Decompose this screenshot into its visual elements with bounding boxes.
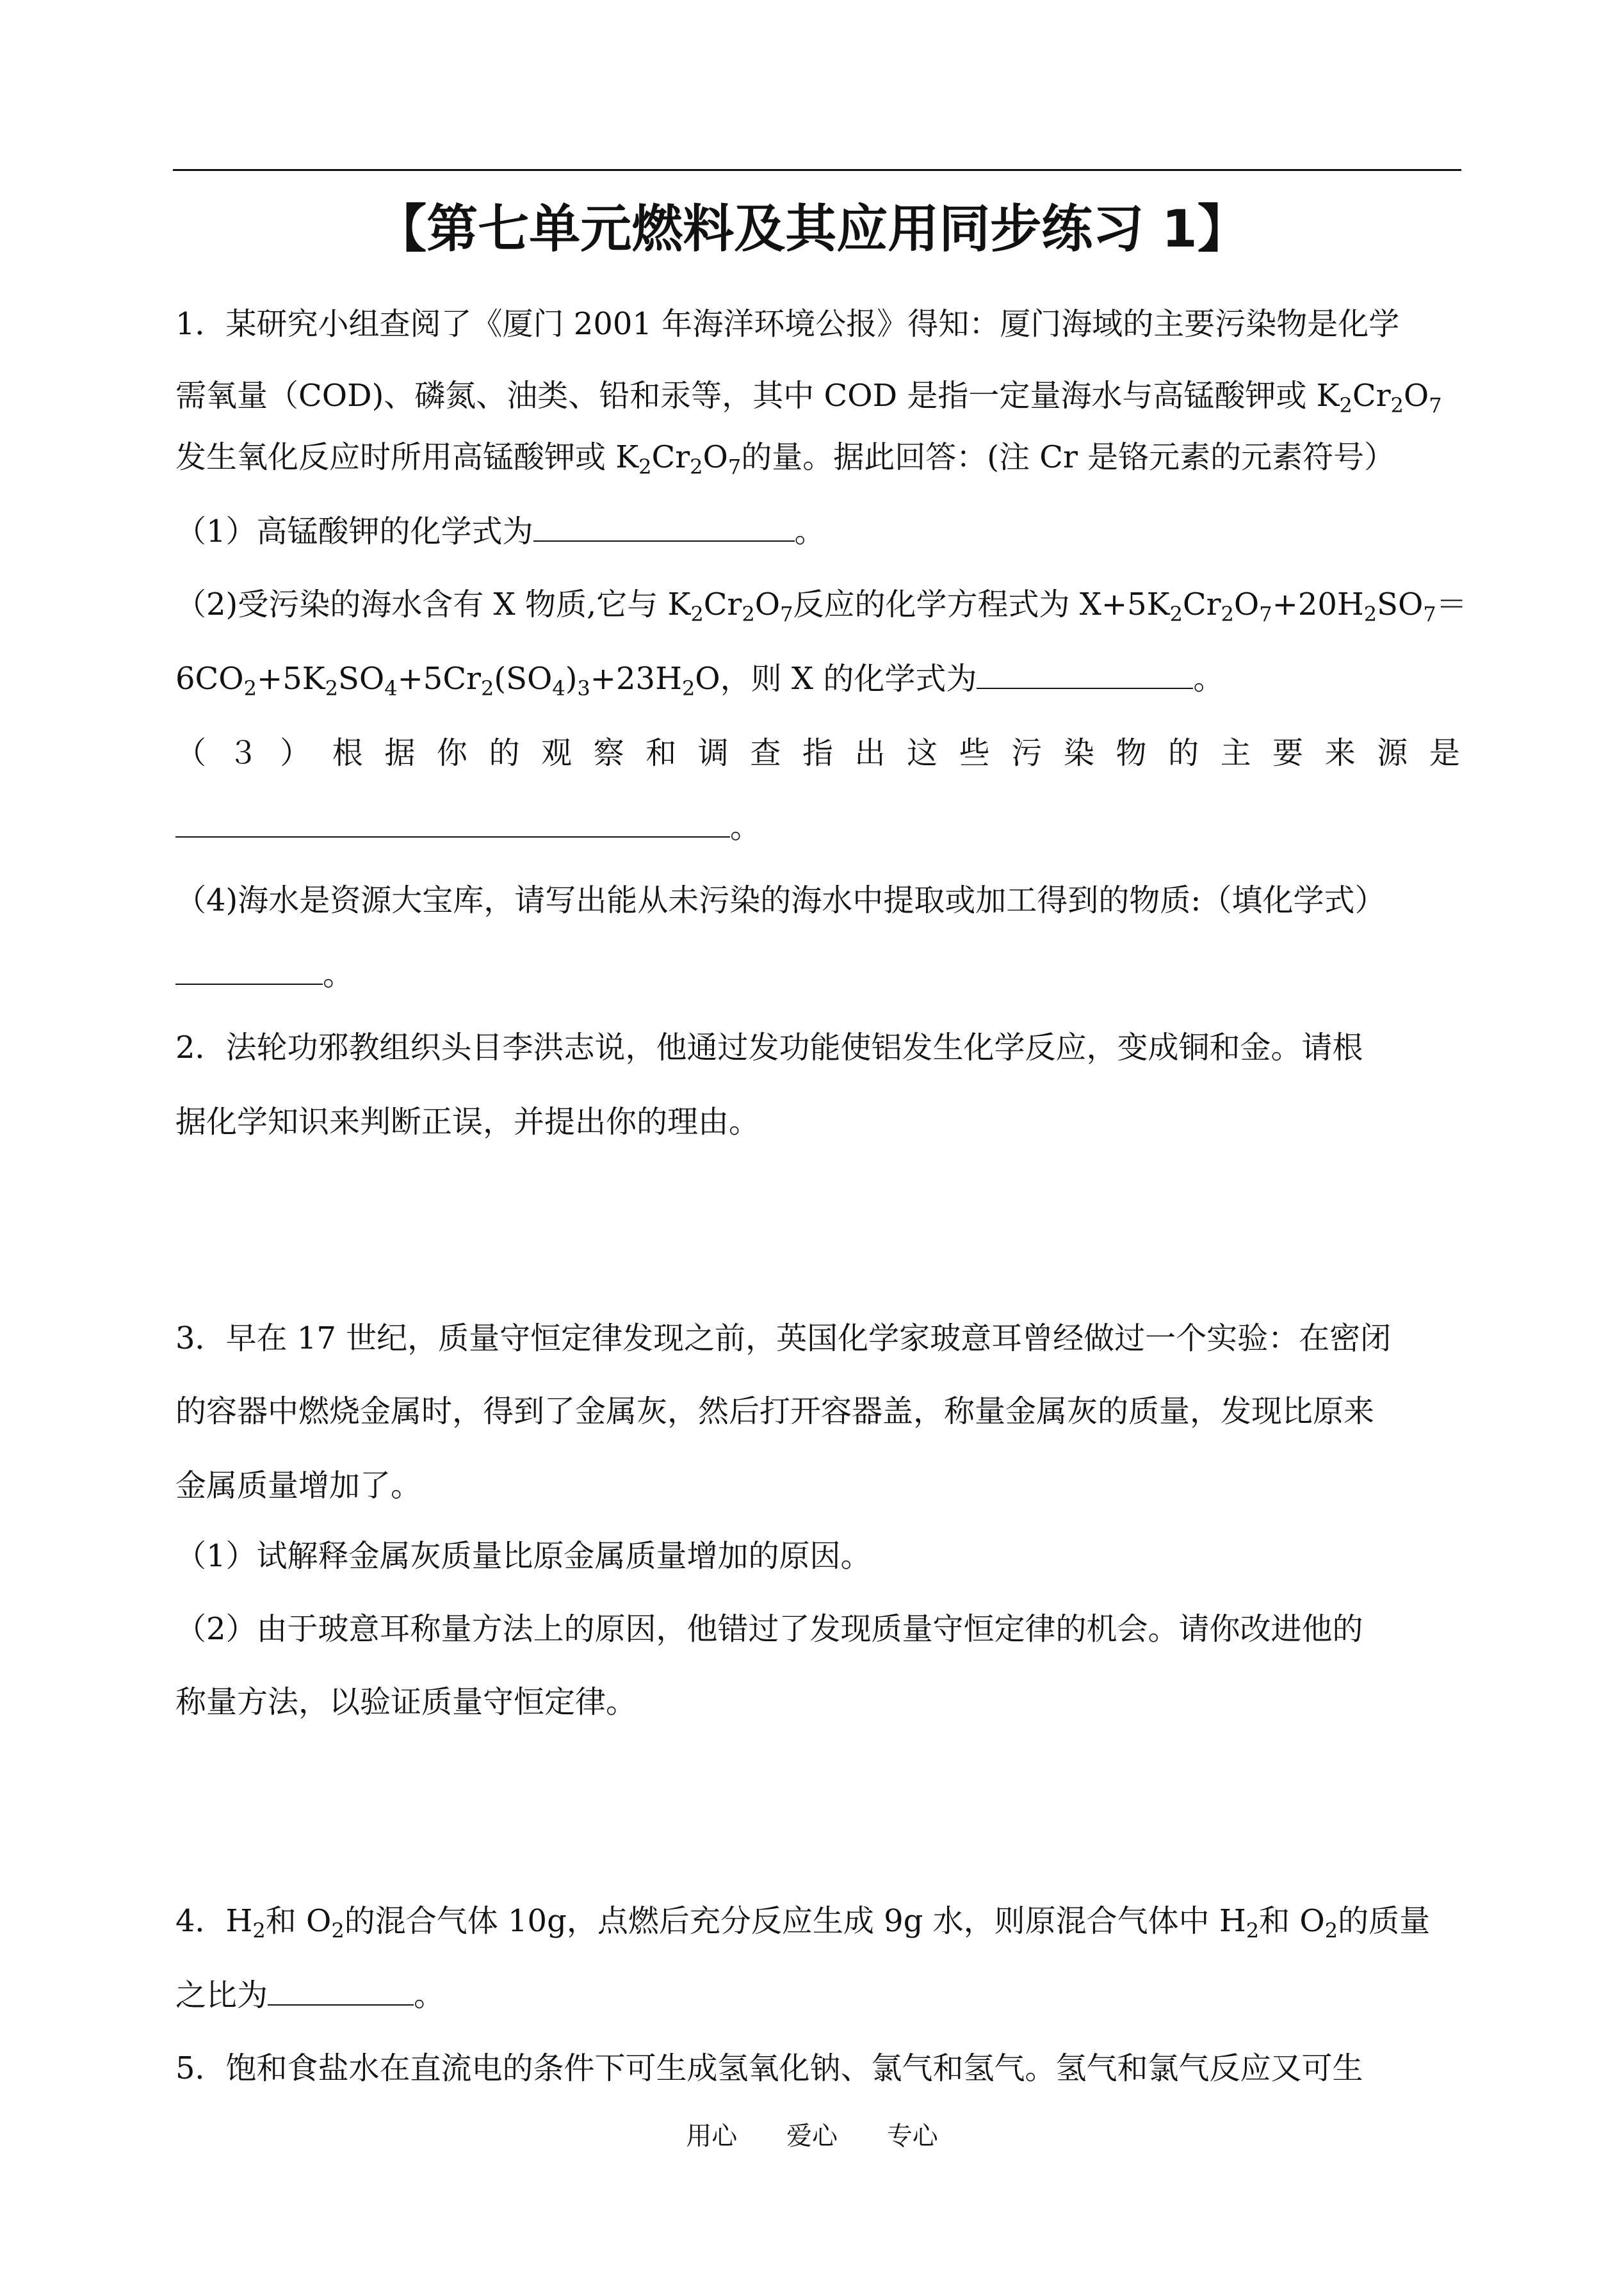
q1-part-3-char: 污 [1011, 735, 1043, 771]
q3-line-3: 金属质量增加了。 [175, 1468, 422, 1504]
q1-part-4-answer: 。 [175, 949, 353, 1000]
q1-part-3-char: 指 [802, 735, 833, 771]
answer-blank[interactable] [533, 511, 795, 542]
q1-part-3-char: 这 [907, 735, 938, 771]
q1-line-1: 1．某研究小组查阅了《厦门 2001 年海洋环境公报》得知：厦门海域的主要污染物是化学 [175, 306, 1400, 342]
q3-part-1: （1）试解释金属灰质量比原金属质量增加的原因。 [175, 1538, 872, 1574]
footer-text: 爱心 [786, 2121, 838, 2151]
page-footer [0, 2117, 1624, 2155]
q1-part-3-char: 物 [1116, 735, 1147, 771]
q1-line-3: 发生氧化反应时所用高锰酸钾或 $K_2Cr_2O_7$的量。据此回答：(注 Cr 是铬元素的元素符号） [175, 439, 1395, 479]
q1-part-3-char: 观 [541, 735, 572, 771]
answer-blank[interactable] [175, 807, 730, 838]
q5-line-1: 5．饱和食盐水在直流电的条件下可生成氢氧化钠、氯气和氢气。氢气和氯气反应又可生 [175, 2050, 1363, 2086]
q2-line-1: 2．法轮功邪教组织头目李洪志说，他通过发功能使铝发生化学反应，变成铜和金。请根 [175, 1030, 1363, 1066]
q1-part-3-char: 源 [1377, 735, 1408, 771]
q1-part-3-char: 的 [489, 735, 520, 771]
q1-part-3-char: （ [175, 735, 207, 771]
q1-part-3-char: 察 [593, 735, 624, 771]
q3-line-2: 的容器中燃烧金属时，得到了金属灰，然后打开容器盖，称量金属灰的质量，发现比原来 [175, 1393, 1375, 1429]
q1-part-2-equation: $6CO_2+5K_2SO_4+5Cr_2(SO_4)_3+23H_2O$，则 X 的化学式为 。 [175, 653, 1224, 704]
page-title: 【第七单元燃料及其应用同步练习 1】 [375, 199, 1249, 259]
q4-line-1: 4．$H_2$和 $O_2$的混合气体 10g，点燃后充分反应生成 9g 水，则原混合气体中 $H_2$和 $O_2$的质量 [175, 1903, 1431, 1943]
q4-line-2: 之比为 。 [175, 1970, 444, 2021]
q1-part-3-char: 来 [1324, 735, 1356, 771]
q1-part-2: （2)受污染的海水含有 X 物质,它与 $K_2Cr_2O_7$反应的化学方程式为 $X+5K_2Cr_2O_7+20H_2SO_7=$ [175, 587, 1467, 626]
q1-part-3-answer: 。 [175, 802, 761, 853]
answer-blank[interactable] [977, 658, 1193, 689]
footer-text: 专心 [886, 2121, 938, 2151]
q1-part-3-char: ３ [227, 735, 259, 771]
q1-line-2: 需氧量（COD)、磷氮、油类、铅和汞等，其中 COD 是指一定量海水与高锰酸钾或 $K_2Cr_2O_7$ [175, 378, 1442, 418]
q1-part-3-char: 主 [1220, 735, 1251, 771]
q1-part-3-char: 据 [384, 735, 416, 771]
footer-text: 用心 [686, 2121, 738, 2151]
answer-blank[interactable] [268, 1975, 414, 2006]
q3-part-2-line-2: 称量方法，以验证质量守恒定律。 [175, 1684, 637, 1720]
q1-part-3-char: 和 [646, 735, 677, 771]
q1-part-3-char: 查 [750, 735, 781, 771]
q2-line-2: 据化学知识来判断正误，并提出你的理由。 [175, 1104, 760, 1140]
q1-part-3-char: 根 [332, 735, 363, 771]
q3-part-2-line-1: （2）由于玻意耳称量方法上的原因，他错过了发现质量守恒定律的机会。请你改进他的 [175, 1611, 1363, 1647]
q1-part-3-char: 是 [1429, 735, 1460, 771]
q1-part-3-char: 调 [697, 735, 729, 771]
q1-part-3-char: 你 [436, 735, 467, 771]
answer-blank[interactable] [175, 954, 323, 985]
q1-part-4: （4)海水是资源大宝库，请写出能从未污染的海水中提取或加工得到的物质:（填化学式） [175, 882, 1386, 918]
q1-part-3-char: 出 [854, 735, 886, 771]
header-rule [173, 169, 1461, 171]
q1-part-3 [175, 727, 1460, 779]
q1-part-3-char: ） [280, 735, 311, 771]
q1-part-3-char: 的 [1167, 735, 1199, 771]
q1-part-3-char: 些 [959, 735, 990, 771]
q1-part-1: （1）高锰酸钾的化学式为 。 [175, 506, 825, 557]
q1-part-3-char: 要 [1272, 735, 1304, 771]
q1-part-3-char: 染 [1063, 735, 1094, 771]
q3-line-1: 3．早在 17 世纪，质量守恒定律发现之前，英国化学家玻意耳曾经做过一个实验：在密闭 [175, 1320, 1392, 1356]
